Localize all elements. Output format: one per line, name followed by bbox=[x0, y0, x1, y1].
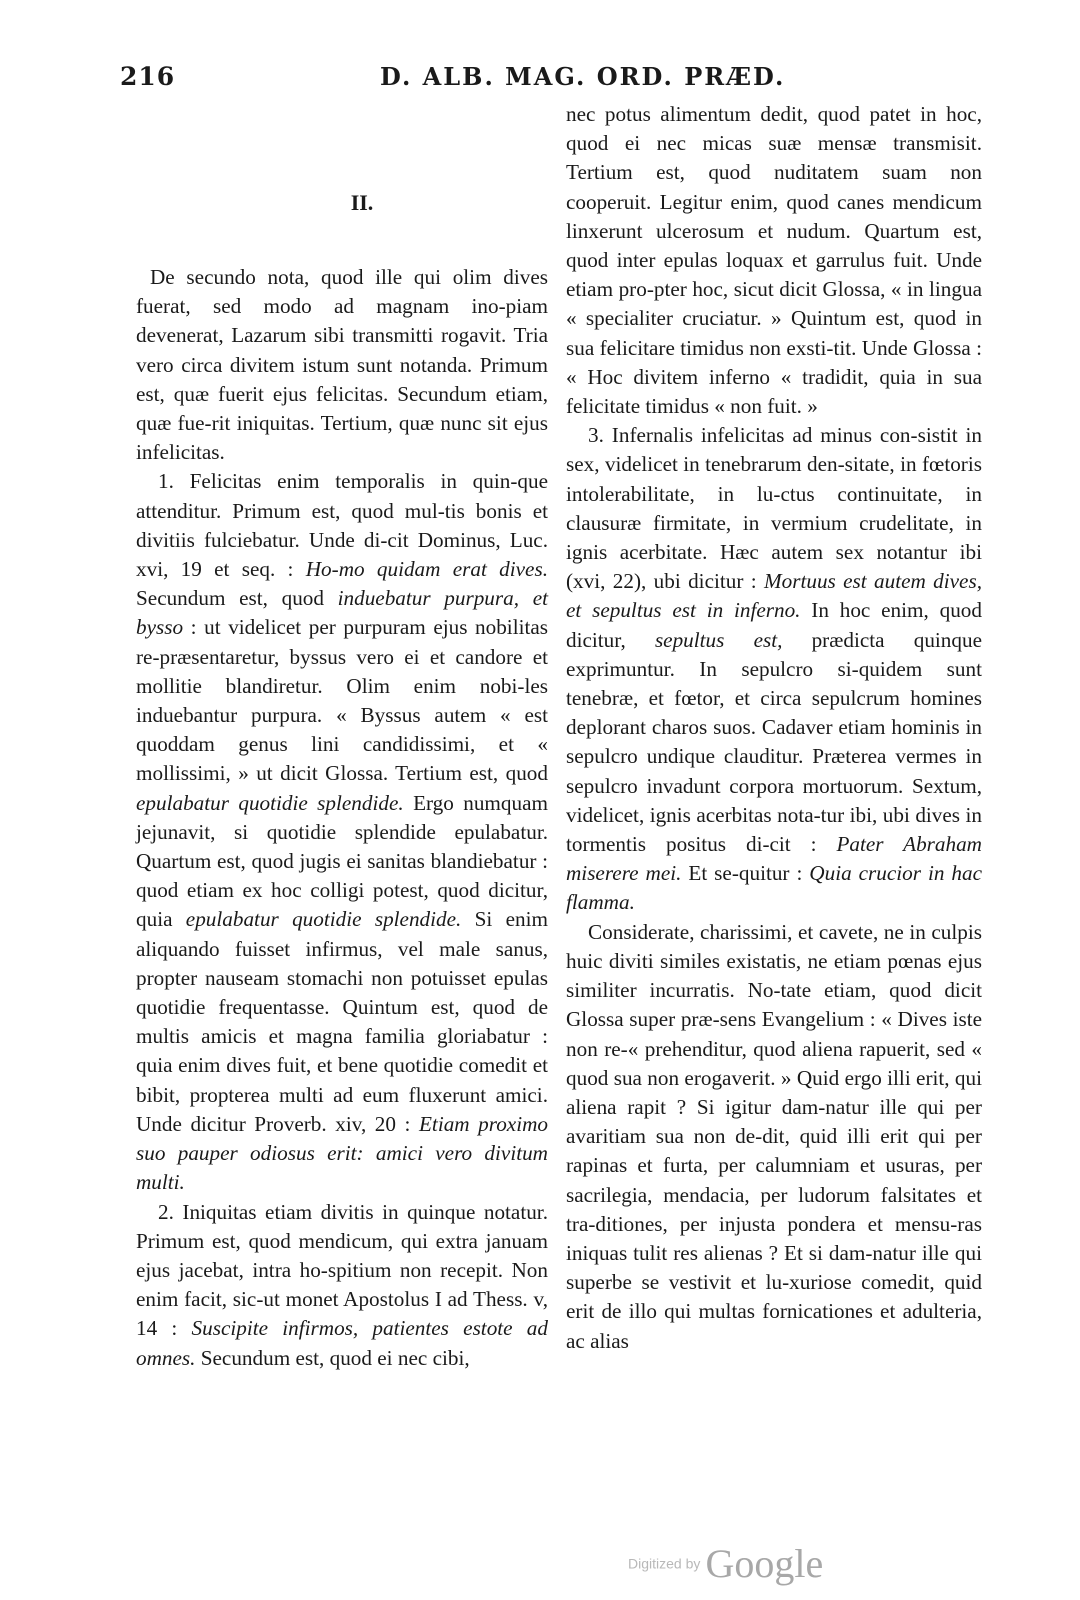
scripture-quote: Pater Abraham miserere mei. bbox=[566, 832, 982, 886]
running-head: D. ALB. MAG. ORD. PRÆD. bbox=[380, 62, 786, 91]
text-run: Et se-quitur : bbox=[681, 861, 810, 886]
paragraph-infelicitas bbox=[566, 421, 982, 917]
scripture-quote: Ho-mo quidam erat dives. bbox=[305, 557, 548, 582]
paragraph-exhortation: Considerate, charissimi, et cavete, ne in culpis huic diviti similes existatis, ne etiam pœnas ejus similiter incurratis. No-tate etiam, quod dicit Glossa super præ-sens Evangelium : « Dives iste non re-« prehenditur, quod aliena rapuerit, sed « quod sua non erogaverit. » Quid ergo illi erit, qui aliena rapit ? Si igitur dam-natur ille qui per avaritiam sua non de-dit, quid illi erit qui per rapinas et furta, per calumniam et usuras, per sacrilegia, mendacia, per ludorum falsitates et tra-ditiones, per injusta pondera et mensu-ras iniquas tulit res alienas ? Et si dam-natur ille qui superbe se vestivit et lu-xuriose comedit, quid erit de illo qui multas fornicationes et adulteria, ac alias bbox=[566, 919, 982, 1353]
text-run: : ut videlicet per purpuram ejus nobilitas re-præsentaretur, byssus vero ei et candore et mollitie blandiretur. Olim enim nobi-les induebantur purpura. « Byssus autem « est quoddam genus lini candidissimi, et « mollissimi, » ut dicit Glossa. Tertium est, quod bbox=[136, 615, 548, 786]
scripture-quote: Quia crucior in hac flamma. bbox=[566, 861, 982, 915]
text-run: 2. Iniquitas etiam divitis in quinque notatur. Primum est, quod mendicum, qui extra januam ejus jacebat, intra ho-spitium non recepit. Non enim facit, sic-ut monet Apostolus I ad Thess. v, 14 : bbox=[136, 1199, 548, 1341]
paragraph-iniquitas bbox=[136, 1198, 548, 1373]
section-heading: II. bbox=[350, 190, 374, 215]
scripture-quote: epulabatur quotidie splendide. bbox=[185, 907, 462, 932]
paragraph-intro: De secundo nota, quod ille qui olim dives fuerat, sed modo ad magnam ino-piam devenerat, Lazarum sibi transmitti rogavit. Tria vero circa divitem istum sunt notanda. Primum est, quæ fuerit ejus felicitas. Secundum etiam, quæ fue-rit iniquitas. Tertium, quæ nunc sit ejus infelicitas. bbox=[136, 265, 548, 465]
scripture-quote: Suscipite infirmos, patientes estote ad omnes. bbox=[136, 1316, 548, 1370]
text-run: prædicta quinque exprimuntur. In sepulcro si-quidem sunt tenebræ, et fœtor, et circa sepulcrum homines deplorant charos suos. Cadaver etiam hominis in sepulcro undique clauditur. Præterea vermes in sepulcro invadunt corpora mortuorum. Sextum, videlicet, ignis acerbitas nota-tur ibi, ubi dives in tormentis positus di-cit : bbox=[566, 627, 982, 857]
scripture-quote: induebatur purpura, et bysso bbox=[136, 586, 548, 640]
text-run: 1. Felicitas enim temporalis in quin-que attenditur. Primum est, quod mul-tis bonis et divitiis fulciebatur. Unde di-cit Dominus, Luc. xvi, 19 et seq. : bbox=[136, 469, 548, 582]
scripture-quote: Mortuus est autem dives, et sepultus est in inferno. bbox=[566, 569, 982, 623]
digitized-by-text: Digitized by bbox=[628, 1555, 701, 1572]
text-run: In hoc enim, quod dicitur, bbox=[566, 598, 982, 652]
text-run: Si enim aliquando fuisset infirmus, vel male sanus, propter nauseam stomachi non potuisset epulas quotidie frequentasse. Quintum est, quod de multis amicis et magna familia gloriabatur : quia enim dives fuit, et bene quotidie comedit et bibit, propterea multi ad eum fluxerunt amici. Unde dicitur Proverb. xiv, 20 : bbox=[136, 907, 548, 1136]
scripture-quote: epulabatur quotidie splendide. bbox=[136, 790, 404, 815]
scripture-quote: Etiam proximo suo pauper odiosus erit: amici vero divitum multi. bbox=[136, 1111, 548, 1195]
text-run: Secundum est, quod bbox=[136, 586, 338, 611]
text-run: Secundum est, quod ei nec cibi, bbox=[195, 1345, 470, 1370]
digitized-by-watermark bbox=[628, 1540, 823, 1587]
page-number: 216 bbox=[120, 62, 176, 91]
google-logo: Google bbox=[705, 1541, 824, 1586]
text-run: Ergo numquam jejunavit, si quotidie splendide epulabatur. Quartum est, quod jugis ei sanitas blandiebatur : quod etiam ex hoc colligi potest, quod dicitur, quia bbox=[136, 790, 548, 932]
scripture-quote: sepultus est, bbox=[654, 627, 783, 652]
paragraph-continued: nec potus alimentum dedit, quod patet in hoc, quod ei nec micas suæ mensæ transmisit. Tertium est, quod nuditatem suam non cooperuit. Legitur enim, quod canes mendicum linxerunt ulcerosum et nudum. Quartum est, quod inter epulas loquax et garrulus fuit. Unde etiam pro-pter hoc, sicut dicit Glossa, « in lingua « specialiter cruciatur. » Quintum est, quod in sua felicitare timidus non exsti-tit. Unde Glossa : « Hoc divitem inferno « tradidit, quia in sua felicitate timidus « non fuit. » bbox=[566, 102, 982, 419]
text-run: 3. Infernalis infelicitas ad minus con-sistit in sex, videlicet in tenebrarum den-sitate, in fœtoris intolerabilitate, in lu-ctus continuitate, in clausuræ firmitate, in vermium crudelitate, in ignis acerbitate. Hæc autem sex notantur ibi (xvi, 22), ubi dicitur : bbox=[566, 423, 982, 594]
paragraph-felicitas bbox=[136, 467, 548, 1197]
right-column bbox=[566, 100, 982, 1356]
left-column bbox=[136, 100, 548, 1373]
